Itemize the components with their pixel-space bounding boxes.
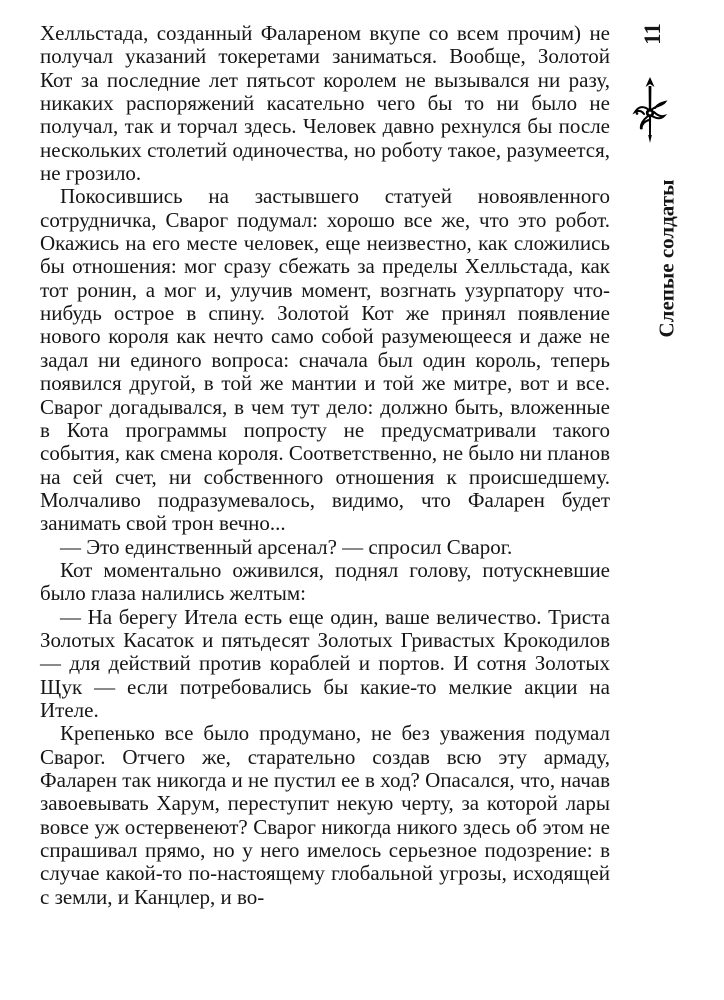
paragraph: — На берегу Итела есть еще один, ваше величество. Триста Золотых Касаток и пятьдесят Золотых Гривастых Крокодилов — для действий против кораблей и портов. И сотня Золотых Щук — если потребовались бы какие-то мелкие акции на Ителе. <box>40 604 610 722</box>
sword-ornament-icon <box>630 77 670 143</box>
paragraph: Хелльстада, созданный Фалареном вкупе со всем прочим) не получал указаний токеретами заниматься. Вообще, Золотой Кот за последние лет пятьсот королем не вызывался ни разу, никаких распоряжений касательно чего бы то ни было не получал, так и торчал здесь. Человек давно рехнулся бы после нескольких столетий одиночества, но роботу такое, разумеется, не грозило. <box>40 21 610 186</box>
page-number: 11 <box>640 23 665 45</box>
page-text <box>40 22 610 909</box>
running-title: Слепые солдаты <box>654 179 679 338</box>
paragraph: Покосившись на застывшего статуей новоявленного сотрудничка, Сварог подумал: хорошо все же, что это робот. Окажись на его месте человек, еще неизвестно, как сложились бы отношения: мог сразу сбежать за пределы Хелльстада, как тот ронин, а мог и, улучив момент, возгнать узурпатору что-нибудь острое в спину. Золотой Кот же принял появление нового короля как нечто само собой разумеющееся и даже не задал ни единого вопроса: сначала был один король, теперь появился другой, в той же мантии и той же митре, вот и все. Сварог догадывался, в чем тут дело: должно быть, вложенные в Кота программы попросту не предусматривали такого события, как смена короля. Соответственно, не было ни планов на сей счет, ни собственного отношения к происшедшему. Молчаливо подразумевалось, видимо, что Фаларен будет занимать свой трон вечно... <box>40 184 610 536</box>
paragraph: Кот моментально оживился, поднял голову, потускневшие было глаза налились желтым: <box>40 557 610 606</box>
paragraph: Крепенько все было продумано, не без уважения подумал Сварог. Отчего же, старательно создав всю эту армаду, Фаларен так никогда и не пустил ее в ход? Опасался, что, начав завоевывать Харум, переступит некую черту, за которой лары вовсе уж остервенеют? Сварог никогда никого здесь об этом не спрашивал прямо, но у него имелось серьезное подозрение: в случае какой-то по-настоящему глобальной угрозы, исходящей с земли, и Канцлер, и во- <box>40 721 610 909</box>
paragraph: — Это единственный арсенал? — спросил Сварог. <box>60 534 513 559</box>
